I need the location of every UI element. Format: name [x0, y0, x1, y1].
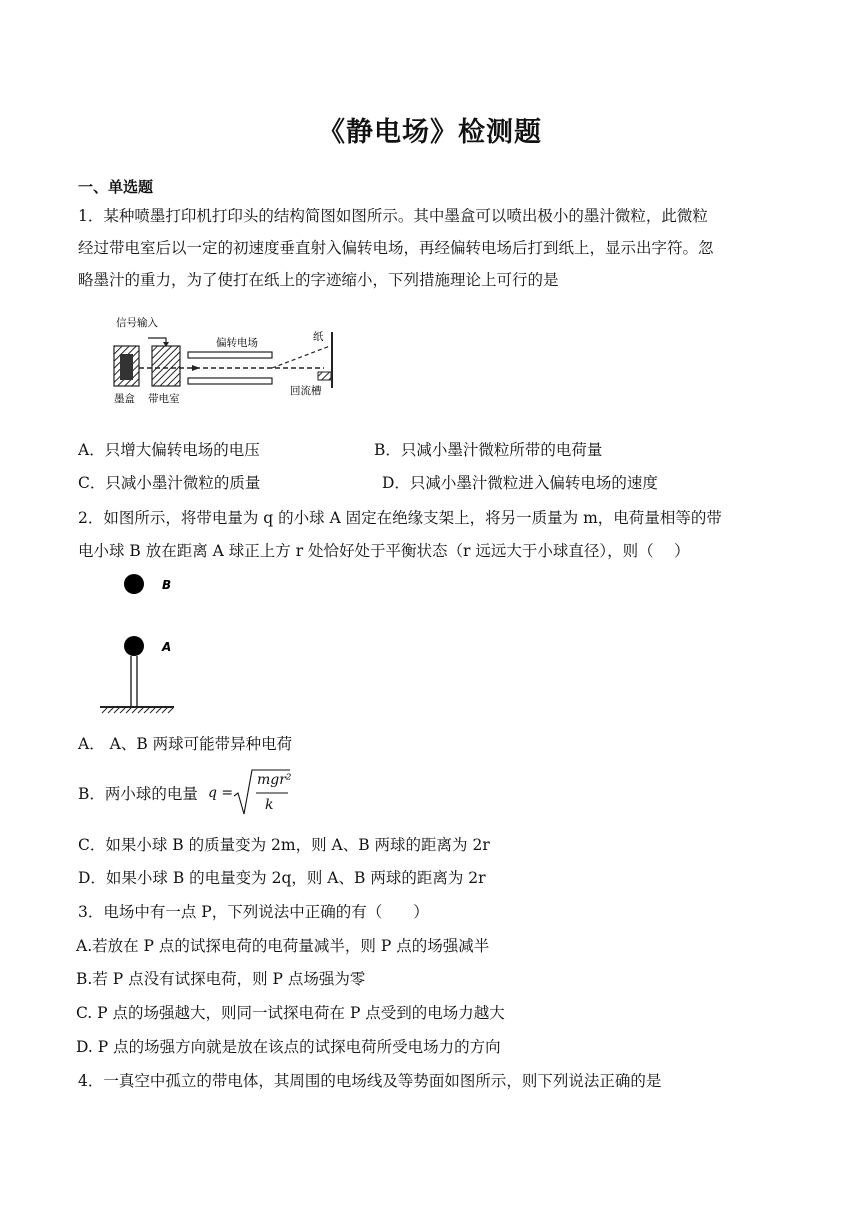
q1-option-d: D．只减小墨汁微粒进入偏转电场的速度	[382, 474, 658, 492]
ball-a	[124, 636, 144, 656]
balls-diagram	[96, 568, 196, 718]
label-gutter: 回流槽	[290, 385, 322, 397]
q3-option-b: B.若 P 点没有试探电荷，则 P 点场强为零	[76, 970, 366, 988]
q1-stem-line3: 略墨汁的重力，为了使打在纸上的字迹缩小，下列措施理论上可行的是	[78, 271, 559, 289]
deflected-beam	[272, 346, 330, 368]
q2-stem-line1: 2．如图所示，将带电量为 q 的小球 A 固定在绝缘支架上，将另一质量为 m，电荷量相等的带	[78, 509, 722, 527]
section-heading: 一、单选题	[78, 178, 154, 196]
q2-option-c: C．如果小球 B 的质量变为 2m，则 A、B 两球的距离为 2r	[78, 836, 490, 854]
page-title: 《静电场》检测题	[318, 117, 542, 148]
q1-stem-line2: 经过带电室后以一定的初速度垂直射入偏转电场，再经偏转电场后打到纸上，显示出字符。忽	[78, 239, 714, 257]
q1-option-a: A．只增大偏转电场的电压	[78, 441, 260, 459]
deflection-plate-top	[188, 352, 272, 358]
q4-stem: 4．一真空中孤立的带电体，其周围的电场线及等势面如图所示，则下列说法正确的是	[78, 1072, 662, 1090]
q2-stem-line2: 电小球 B 放在距离 A 球正上方 r 处恰好处于平衡状态（r 远远大于小球直径），则（ ）	[78, 542, 690, 560]
label-inkbox: 墨盒	[114, 393, 135, 405]
q2-formula-lhs: q =	[208, 785, 234, 801]
printer-diagram	[108, 310, 336, 410]
label-charge: 带电室	[148, 393, 180, 405]
deflection-plate-bottom	[188, 378, 272, 384]
q3-option-d: D. P 点的场强方向就是放在该点的试探电荷所受电场力的方向	[76, 1038, 501, 1056]
label-ball-a: A	[162, 640, 172, 654]
label-paper: 纸	[313, 331, 324, 343]
ink-core	[120, 354, 133, 380]
q2-option-d: D．如果小球 B 的电量变为 2q，则 A、B 两球的距离为 2r	[78, 869, 486, 887]
q2-option-a: A． A、B 两球可能带异种电荷	[78, 735, 293, 753]
ball-b	[124, 574, 144, 594]
q2-option-b-prefix: B．两小球的电量	[78, 785, 198, 803]
q3-stem: 3．电场中有一点 P，下列说法中正确的有（ ）	[78, 903, 429, 921]
label-signal: 信号输入	[116, 317, 158, 329]
label-ball-b: B	[162, 578, 172, 592]
q3-option-a: A.若放在 P 点的试探电荷的电荷量减半，则 P 点的场强减半	[76, 937, 490, 955]
q1-option-c: C．只减小墨汁微粒的质量	[78, 474, 261, 492]
gutter	[318, 372, 331, 380]
label-field: 偏转电场	[216, 337, 258, 349]
q1-stem-line1: 1．某种喷墨打印机打印头的结构简图如图所示。其中墨盒可以喷出极小的墨汁微粒，此微粒	[78, 207, 708, 225]
q2-formula-denominator: k	[265, 797, 274, 813]
q1-option-b: B．只减小墨汁微粒所带的电荷量	[374, 441, 603, 459]
q2-formula-numerator: mgr²	[257, 772, 292, 788]
q3-option-c: C. P 点的场强越大，则同一试探电荷在 P 点受到的电场力越大	[76, 1004, 505, 1022]
signal-arrow-icon	[148, 338, 166, 344]
beam-arrow-icon	[192, 365, 200, 371]
charge-chamber	[152, 346, 180, 386]
